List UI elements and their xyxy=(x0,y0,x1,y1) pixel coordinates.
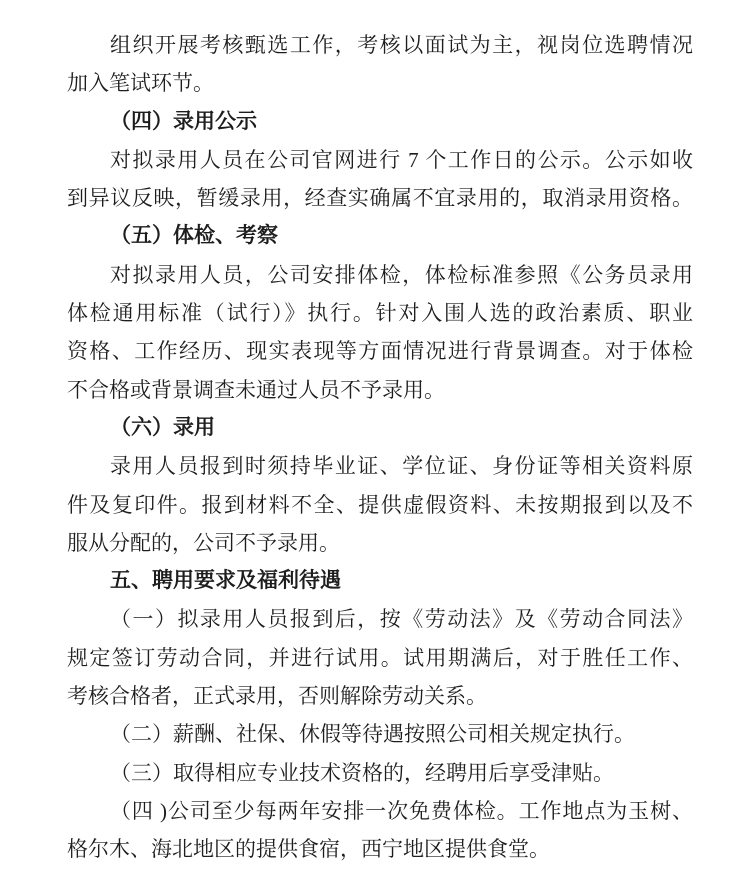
paragraph-line: 对拟录用人员，公司安排体检，体检标准参照《公务员录用 xyxy=(110,262,693,287)
paragraph-line: 规定签订劳动合同，并进行试用。试用期满后，对于胜任工作、 xyxy=(67,645,693,670)
paragraph-line: 到异议反映，暂缓录用，经查实确属不宜录用的，取消录用资格。 xyxy=(67,186,693,211)
paragraph-line: （三）取得相应专业技术资格的，经聘用后享受津贴。 xyxy=(110,760,614,785)
paragraph-line: （一）拟录用人员报到后，按《劳动法》及《劳动合同法》 xyxy=(110,607,693,632)
section-heading: 五、聘用要求及福利待遇 xyxy=(110,569,341,593)
section-heading: （六）录用 xyxy=(110,415,215,439)
section-heading: （五）体检、考察 xyxy=(110,224,278,248)
paragraph-line: 体检通用标准（试行）》执行。针对入围人选的政治素质、职业 xyxy=(67,301,693,326)
paragraph-line: 对拟录用人员在公司官网进行 7 个工作日的公示。公示如收 xyxy=(110,147,693,172)
paragraph-line: 服从分配的，公司不予录用。 xyxy=(67,530,340,555)
paragraph-line: 加入笔试环节。 xyxy=(67,71,214,96)
paragraph-line: 件及复印件。报到材料不全、提供虚假资料、未按期报到以及不 xyxy=(67,492,693,517)
paragraph-line: 组织开展考核甄选工作，考核以面试为主，视岗位选聘情况 xyxy=(110,33,693,57)
paragraph-line: 资格、工作经历、现实表现等方面情况进行背景调查。对于体检 xyxy=(67,339,693,364)
paragraph-line: 不合格或背景调查未通过人员不予录用。 xyxy=(67,377,445,402)
paragraph-line: 格尔木、海北地区的提供食宿，西宁地区提供食堂。 xyxy=(67,837,550,862)
paragraph-line: 考核合格者，正式录用，否则解除劳动关系。 xyxy=(67,684,487,709)
paragraph-line: （二）薪酬、社保、休假等待遇按照公司相关规定执行。 xyxy=(110,722,635,747)
paragraph-line: （四 )公司至少每两年安排一次免费体检。工作地点为玉树、 xyxy=(110,798,693,823)
section-heading: （四）录用公示 xyxy=(110,109,257,133)
paragraph-line: 录用人员报到时须持毕业证、学位证、身份证等相关资料原 xyxy=(110,454,693,479)
